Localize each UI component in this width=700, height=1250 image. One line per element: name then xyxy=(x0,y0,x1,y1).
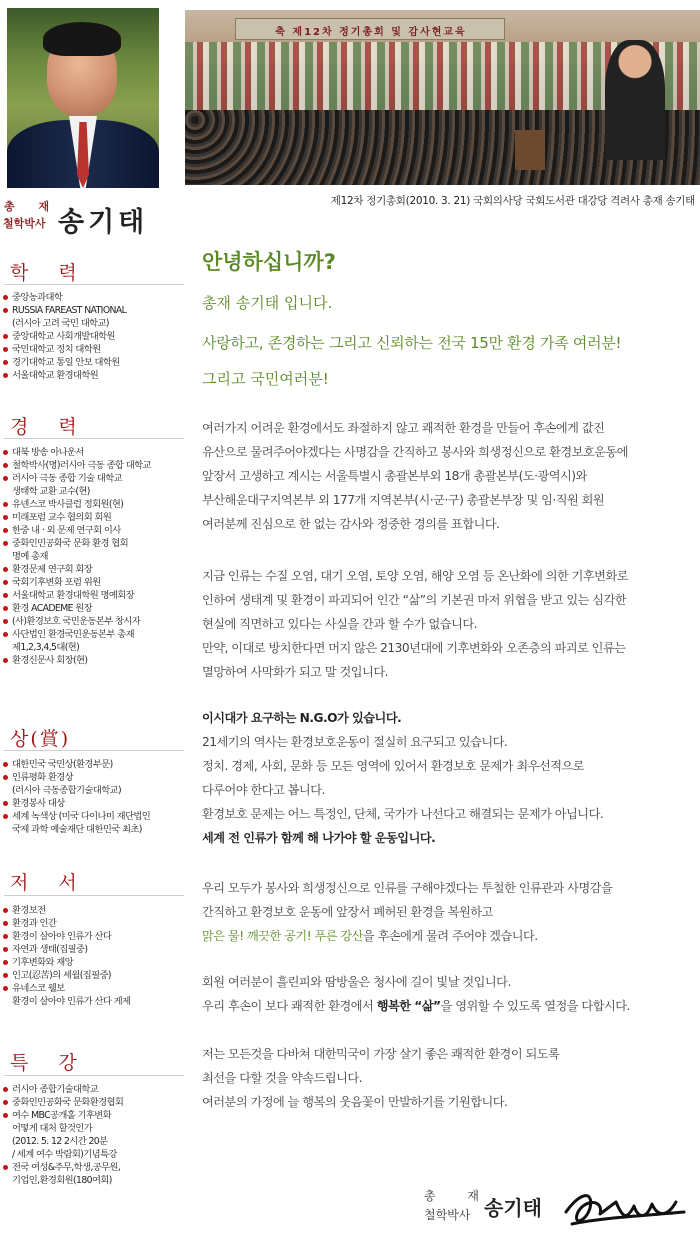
paragraph-line: 현실에 직면하고 있다는 사실을 간과 할 수가 없습니다. xyxy=(202,617,478,631)
lectures-list-item: 전국 여성&주무,학생,공무원, xyxy=(3,1161,185,1174)
event-banner-text: 축 제12차 정기총회 및 감사현교육 xyxy=(275,27,467,38)
books-divider xyxy=(4,895,184,896)
signature-degree: 철학박사 xyxy=(424,1208,471,1222)
career-list-item: 철학박사(명)러시아 극동 종합 대학교 xyxy=(3,459,185,472)
books-list-item: 환경보전 xyxy=(3,904,185,917)
career-list-item: 대북 방송 아나운서 xyxy=(3,446,185,459)
books-list-item: 자연과 생태(집필중) xyxy=(3,943,185,956)
career-divider xyxy=(4,438,184,439)
greeting-intro: 총재 송기태 입니다. xyxy=(202,294,333,312)
education-list-item: 서울대학교 환경대학원 xyxy=(3,369,185,382)
career-list-item: 러시아 극동 종합 기술 대학교 xyxy=(3,472,185,485)
paragraph-line: 맑은 물! 깨끗한 공기! 푸른 강산을 후손에게 물려 주어야 겠습니다. xyxy=(202,929,538,943)
books-list-item: 환경이 살아야 인류가 산다 xyxy=(3,930,185,943)
lectures-divider xyxy=(4,1075,184,1076)
books-list-item: 기후변화와 재앙 xyxy=(3,956,185,969)
paragraph-line: 여러분의 가정에 늘 행복의 웃음꽃이 만발하기를 기원합니다. xyxy=(202,1095,508,1109)
career-list-item: 국회기후변화 포럼 위원 xyxy=(3,576,185,589)
awards-list-item: 세계 녹색상 (미국 다이나미 재단법인 xyxy=(3,810,185,823)
career-list-item: 중화인민공화국 문화 환경 협회 xyxy=(3,537,185,550)
paragraph-line: 정치. 경제, 사회, 문화 등 모든 영역에 있어서 환경보호 문제가 최우선적으로 xyxy=(202,759,585,773)
event-photo xyxy=(185,10,700,185)
awards-list-item: (러시아 극동종합기술대학교) xyxy=(12,785,121,796)
paragraph-line: 최선을 다할 것을 약속드립니다. xyxy=(202,1071,363,1085)
portrait-photo xyxy=(7,8,159,188)
paragraph-line: 유산으로 물려주어야겠다는 사명감을 간직하고 봉사와 희생정신으로 환경보호운동에 xyxy=(202,445,629,459)
education-list-item: 중앙농과대학 xyxy=(3,291,185,304)
handwritten-signature xyxy=(560,1182,690,1238)
profile-name-block xyxy=(0,196,185,238)
awards-divider xyxy=(4,750,184,751)
profile-title-degree: 철학박사 xyxy=(3,217,46,230)
career-title: 경 력 xyxy=(10,416,89,438)
awards-list-item: 대한민국 국민상(환경부문) xyxy=(3,758,185,771)
paragraph-line: 지금 인류는 수질 오염, 대기 오염, 토양 오염, 해양 오염 등 온난화에 의한 기후변화로 xyxy=(202,569,628,583)
career-list-item: 환경문제 연구회 회장 xyxy=(3,563,185,576)
signature-name: 송기태 xyxy=(484,1196,542,1220)
books-list-item: 유네스코 웰보 xyxy=(3,982,185,995)
paragraph-closing: 세계 전 인류가 함께 해 나가야 할 운동입니다. xyxy=(202,831,436,845)
paragraph-line: 인하여 생태계 및 환경이 파괴되어 인간 “삶”의 기본권 마저 위협을 받고 있는 심각한 xyxy=(202,593,627,607)
event-banner xyxy=(235,18,505,40)
paragraph-line: 부산해운대구지역본부 외 177개 지역본부(시·군·구) 총괄본부장 및 임·직원 회원 xyxy=(202,493,605,507)
paragraph-line: 21세기의 역사는 환경보호운동이 절실히 요구되고 있습니다. xyxy=(202,735,508,749)
paragraph-ngo xyxy=(202,706,698,850)
paragraph-mission xyxy=(202,876,698,948)
paragraph-line: 간직하고 환경보호 운동에 앞장서 폐허된 환경을 복원하고 xyxy=(202,905,493,919)
lectures-list xyxy=(3,1083,185,1187)
books-list-item: 인고(忍苦)의 세월(집필중) xyxy=(3,969,185,982)
profile-name: 송기태 xyxy=(58,207,149,238)
awards-title: 상(賞) xyxy=(10,728,71,750)
education-divider xyxy=(4,284,184,285)
career-list-item: 명예 총재 xyxy=(12,551,48,562)
career-list-item: (사)환경보호 국민운동본부 창시자 xyxy=(3,615,185,628)
education-list-item: 중앙대학교 사회개발대학원 xyxy=(3,330,185,343)
paragraph-thanks xyxy=(202,416,698,536)
awards-list-item: 국제 과학 예술재단 대한민국 최초) xyxy=(12,824,142,835)
paragraph-line: 회원 여러분이 흘린피와 땀방울은 청사에 길이 빛날 것입니다. xyxy=(202,975,511,989)
awards-list xyxy=(3,758,185,836)
career-list-item: 생태학 교환 교수(현) xyxy=(12,486,90,497)
career-list-item: 서울대학교 환경대학원 명예회장 xyxy=(3,589,185,602)
career-list-item: 사단법인 환경국민운동본부 총재 xyxy=(3,628,185,641)
lectures-list-item: 기업인,환경회원(180여회) xyxy=(12,1175,112,1186)
paragraph-line: 만약, 이대로 방치한다면 머지 않은 2130년대에 기후변화와 오존층의 파괴로 인류는 xyxy=(202,641,626,655)
greeting-citizens: 그리고 국민여러분! xyxy=(202,370,329,388)
paragraph-line: 멸망하여 사막화가 되고 말 것입니다. xyxy=(202,665,388,679)
career-list-item: 한중 내 · 외 문제 연구회 이사 xyxy=(3,524,185,537)
paragraph-crisis xyxy=(202,564,698,684)
education-list xyxy=(3,291,185,382)
profile-sidebar xyxy=(0,0,185,1250)
lectures-list-item: / 세계 여수 박람회)기념특강 xyxy=(12,1149,117,1160)
education-title: 학 력 xyxy=(10,262,89,284)
paragraph-promise xyxy=(202,1042,698,1114)
profile-title-president: 총 재 xyxy=(4,200,60,213)
career-list-item: 제1,2,3,4,5대(현) xyxy=(12,642,80,653)
books-list-item: 환경이 살아야 인류가 산다 게제 xyxy=(12,996,131,1007)
paragraph-line: 우리 후손이 보다 쾌적한 환경에서 행복한 “삶”을 영위할 수 있도록 열정을 다합시다. xyxy=(202,999,630,1013)
lectures-list-item: 중화인민공화국 문화환경협회 xyxy=(3,1096,185,1109)
lectures-list-item: (2012. 5. 12 2시간 20분 xyxy=(12,1136,108,1147)
books-title: 저 서 xyxy=(10,872,89,894)
lectures-list-item: 러시아 종합기술대학교 xyxy=(3,1083,185,1096)
happy-life-highlight: 행복한 “삶” xyxy=(376,999,441,1013)
signature-block xyxy=(420,1182,700,1242)
signature-title: 총 재 xyxy=(424,1189,493,1203)
awards-list-item: 인류평화 환경상 xyxy=(3,771,185,784)
paragraph-members xyxy=(202,970,698,1018)
education-list-item: 경기대학교 통일 안보 대학원 xyxy=(3,356,185,369)
lectures-title: 특 강 xyxy=(10,1052,89,1074)
paragraph-line: 여러분께 진심으로 한 없는 감사와 정중한 경의를 표합니다. xyxy=(202,517,500,531)
photo-caption: 제12차 정기총회(2010. 3. 21) 국회의사당 국회도서관 대강당 격려사 총재 송기태 xyxy=(330,195,695,207)
paragraph-heading: 이시대가 요구하는 N.G.O가 있습니다. xyxy=(202,711,402,725)
slogan-highlight: 맑은 물! 깨끗한 공기! 푸른 강산 xyxy=(202,929,363,943)
education-list-item: (러시아 고려 국민 대학교) xyxy=(12,318,109,329)
paragraph-line: 앞장서 고생하고 계시는 서울특별시 총괄본부외 18개 총괄본부(도·광역시)와 xyxy=(202,469,587,483)
lectures-list-item: 어떻게 대처 할것인가 xyxy=(12,1123,93,1134)
education-list-item: 국민대학교 정치 대학원 xyxy=(3,343,185,356)
career-list-item: 환경신문사 회장(현) xyxy=(3,654,185,667)
awards-list-item: 환경봉사 대상 xyxy=(3,797,185,810)
career-list-item: 유넨스코 박사클럽 정회원(현) xyxy=(3,498,185,511)
paragraph-line: 저는 모든것을 다바쳐 대한믹국이 가장 살기 좋은 쾌적한 환경이 되도록 xyxy=(202,1047,560,1061)
career-list xyxy=(3,446,185,667)
paragraph-line: 여러가지 어려운 환경에서도 좌절하지 않고 쾌적한 환경을 만들어 후손에게 값진 xyxy=(202,421,605,435)
lectures-list-item: 여수 MBC공개홀 기후변화 xyxy=(3,1109,185,1122)
paragraph-line: 환경보호 문제는 어느 특정인, 단체, 국가가 나선다고 해결되는 문제가 아닙니다. xyxy=(202,807,604,821)
greeting-address: 사랑하고, 존경하는 그리고 신뢰하는 전국 15만 환경 가족 여러분! xyxy=(202,334,622,352)
paragraph-line: 다루어야 한다고 봅니다. xyxy=(202,783,325,797)
books-list xyxy=(3,904,185,1008)
greeting-hello: 안녕하십니까? xyxy=(202,250,336,274)
education-list-item: RUSSIA FAREAST NATIONAL xyxy=(3,304,185,317)
career-list-item: 미래포럼 교수 협의회 회원 xyxy=(3,511,185,524)
career-list-item: 환경 ACADEME 원장 xyxy=(3,602,185,615)
books-list-item: 환경과 인간 xyxy=(3,917,185,930)
paragraph-line: 우리 모두가 봉사와 희생정신으로 인류를 구해야겠다는 투철한 인류관과 사명감을 xyxy=(202,881,613,895)
